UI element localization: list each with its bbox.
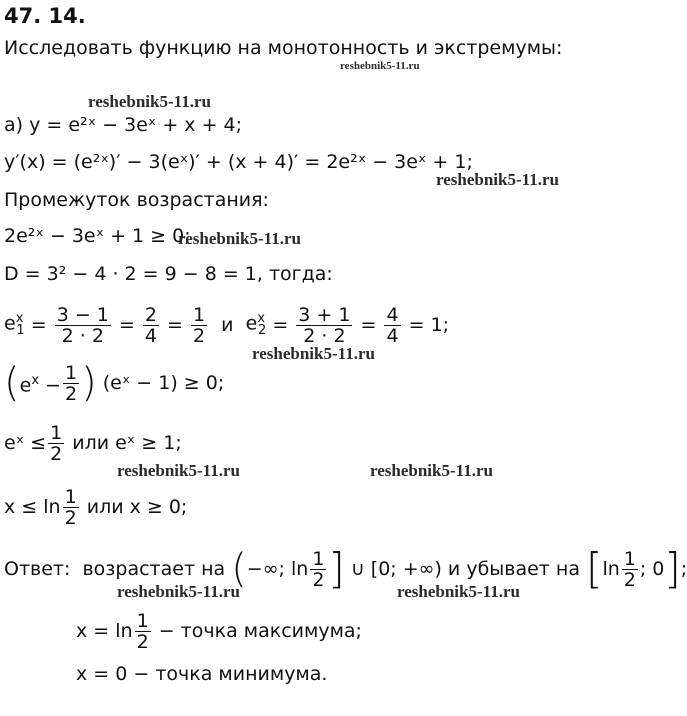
- root1-lhs: $e^x_1$: [4, 310, 25, 339]
- fraction: $\frac{3 - 1}{2 \cdot 2}$: [56, 303, 109, 347]
- answer-line: Ответ: возрастает на ( −∞; ln $\frac{1}{2}$ ] ∪ [0; +∞) и убывает на [ ln $\frac{1}{2}$ ; 0 ] ;: [4, 544, 687, 593]
- fraction: $\frac{1}{2}$: [64, 361, 78, 405]
- watermark: reshebnik5-11.ru: [117, 461, 240, 480]
- derivative-line: y′(x) = (e²ˣ)′ − 3(eˣ)′ + (x + 4)′ = 2e²ˣ − 3eˣ + 1;: [4, 151, 473, 173]
- inequality-line: 2e²ˣ − 3eˣ + 1 ≥ 0;: [4, 225, 191, 247]
- problem-statement: Исследовать функцию на монотонность и экстремумы:: [4, 37, 563, 59]
- root2-tail: = 1;: [408, 314, 450, 336]
- minimum-line: x = 0 − точка минимума.: [76, 663, 328, 685]
- factored-line: ( $e^x$ − $\frac{1}{2}$ ) (eˣ − 1) ≥ 0;: [4, 360, 225, 406]
- conjunction: и: [221, 314, 234, 336]
- watermark: reshebnik5-11.ru: [88, 92, 211, 111]
- fraction: $\frac{1}{2}$: [312, 547, 325, 591]
- fraction: $\frac{1}{2}$: [136, 609, 149, 653]
- watermark: reshebnik5-11.ru: [370, 461, 493, 480]
- fraction: $\frac{2}{4}$: [144, 303, 157, 347]
- roots-line: $e^x_1$ = $\frac{3 - 1}{2 \cdot 2}$ = $\frac{2}{4}$ = $\frac{1}{2}$ и $e^x_2$ = $\frac{3 + 1}{2 \cdot 2}$ = $\frac{4}{4}$ = 1;: [4, 303, 450, 347]
- watermark: reshebnik5-11.ru: [340, 60, 420, 72]
- fraction: $\frac{1}{2}$: [623, 547, 636, 591]
- fraction: $\frac{4}{4}$: [386, 303, 399, 347]
- cases-line: eˣ ≤ $\frac{1}{2}$ или eˣ ≥ 1;: [4, 421, 182, 465]
- discriminant-line: D = 3² − 4 · 2 = 9 − 8 = 1, тогда:: [4, 263, 333, 285]
- answer-label: Ответ:: [4, 558, 71, 580]
- fraction: $\frac{3 + 1}{2 \cdot 2}$: [298, 303, 351, 347]
- watermark: reshebnik5-11.ru: [178, 229, 301, 248]
- root2-lhs: $e^x_2$: [245, 310, 267, 339]
- watermark: reshebnik5-11.ru: [117, 582, 240, 601]
- problem-number: 47. 14.: [4, 4, 86, 28]
- factored-tail: (eˣ − 1) ≥ 0;: [102, 372, 225, 394]
- function-definition: а) y = e²ˣ − 3eˣ + x + 4;: [4, 114, 243, 136]
- x-solution-line: x ≤ ln $\frac{1}{2}$ или x ≥ 0;: [4, 485, 188, 529]
- watermark: reshebnik5-11.ru: [397, 582, 520, 601]
- watermark: reshebnik5-11.ru: [436, 170, 559, 189]
- fraction: $\frac{1}{2}$: [192, 303, 206, 347]
- maximum-line: x = ln $\frac{1}{2}$ − точка максимума;: [76, 609, 362, 653]
- fraction: $\frac{1}{2}$: [64, 485, 77, 529]
- fraction: $\frac{1}{2}$: [50, 421, 63, 465]
- interval-heading: Промежуток возрастания:: [4, 189, 269, 211]
- watermark: reshebnik5-11.ru: [252, 344, 375, 363]
